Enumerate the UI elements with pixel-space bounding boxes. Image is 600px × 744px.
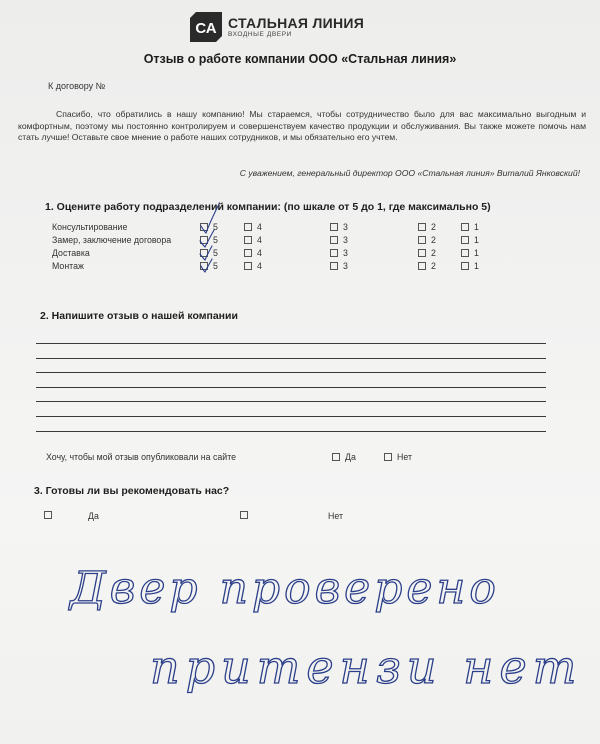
rating-option-4[interactable]: 4 — [244, 261, 262, 271]
checkbox-icon[interactable] — [330, 249, 338, 257]
rating-row-label: Замер, заключение договора — [52, 235, 172, 245]
checkbox-icon[interactable] — [244, 249, 252, 257]
rating-option-1[interactable]: 1 — [461, 248, 479, 258]
rating-row-label: Доставка — [52, 248, 90, 258]
rating-row-label: Монтаж — [52, 261, 84, 271]
checkbox-icon[interactable] — [244, 223, 252, 231]
checkbox-icon[interactable] — [384, 453, 392, 461]
recommend-yes-label: Да — [88, 511, 99, 521]
checkbox-icon[interactable] — [418, 249, 426, 257]
rating-row-consulting — [0, 222, 600, 235]
checkbox-icon[interactable] — [418, 262, 426, 270]
rating-option-2[interactable]: 2 — [418, 261, 436, 271]
question-1-heading: 1. Оцените работу подразделений компании: (по шкале от 5 до 1, где максимально 5) — [45, 201, 491, 213]
rating-option-5[interactable]: 5 — [200, 248, 218, 258]
rating-option-3[interactable]: 3 — [330, 261, 348, 271]
writing-line[interactable] — [36, 401, 546, 402]
publish-consent-row — [46, 452, 586, 466]
rating-option-4[interactable]: 4 — [244, 222, 262, 232]
rating-option-4[interactable]: 4 — [244, 248, 262, 258]
checkbox-icon[interactable] — [332, 453, 340, 461]
rating-option-3[interactable]: 3 — [330, 248, 348, 258]
rating-option-3[interactable]: 3 — [330, 235, 348, 245]
writing-line[interactable] — [36, 358, 546, 359]
writing-line[interactable] — [36, 343, 546, 344]
rating-option-1[interactable]: 1 — [461, 261, 479, 271]
checkbox-icon[interactable] — [418, 236, 426, 244]
recommend-yes-checkbox[interactable] — [44, 511, 57, 519]
checkbox-icon[interactable] — [44, 511, 52, 519]
checkbox-icon[interactable] — [330, 223, 338, 231]
publish-consent-label: Хочу, чтобы мой отзыв опубликовали на сайте — [46, 452, 237, 462]
checkbox-icon[interactable] — [244, 236, 252, 244]
checkbox-icon[interactable] — [330, 262, 338, 270]
recommend-no-checkbox[interactable] — [240, 511, 253, 519]
publish-yes-option[interactable]: Да — [332, 452, 356, 462]
rating-option-5[interactable]: 5 — [200, 222, 218, 232]
rating-option-4[interactable]: 4 — [244, 235, 262, 245]
question-2-heading: 2. Напишите отзыв о нашей компании — [40, 310, 238, 322]
recommend-no-label: Нет — [328, 511, 343, 521]
publish-no-option[interactable]: Нет — [384, 452, 412, 462]
checkbox-icon[interactable] — [461, 262, 469, 270]
rating-option-2[interactable]: 2 — [418, 222, 436, 232]
checkbox-icon[interactable] — [200, 249, 208, 257]
rating-table — [0, 222, 600, 274]
checkbox-icon[interactable] — [461, 236, 469, 244]
rating-row-label: Консультирование — [52, 222, 128, 232]
recommend-row — [0, 511, 600, 525]
rating-row-installation — [0, 261, 600, 274]
rating-option-1[interactable]: 1 — [461, 235, 479, 245]
checkbox-icon[interactable] — [461, 249, 469, 257]
rating-row-delivery — [0, 248, 600, 261]
checkbox-icon[interactable] — [200, 223, 208, 231]
brand-name: СТАЛЬНАЯ ЛИНИЯ — [228, 14, 365, 31]
question-3-heading: 3. Готовы ли вы рекомендовать нас? — [34, 485, 230, 497]
checkbox-icon[interactable] — [330, 236, 338, 244]
review-writing-lines[interactable] — [36, 343, 546, 445]
rating-option-3[interactable]: 3 — [330, 222, 348, 232]
writing-line[interactable] — [36, 431, 546, 432]
company-logo — [190, 12, 364, 42]
contract-number-label: К договору № — [48, 81, 106, 91]
page-title: Отзыв о работе компании ООО «Стальная линия» — [143, 52, 457, 66]
rating-option-5[interactable]: 5 — [200, 261, 218, 271]
checkbox-icon[interactable] — [200, 236, 208, 244]
rating-option-5[interactable]: 5 — [200, 235, 218, 245]
checkbox-icon[interactable] — [461, 223, 469, 231]
writing-line[interactable] — [36, 372, 546, 373]
writing-line[interactable] — [36, 416, 546, 417]
handwritten-line-2: притензи нет — [150, 640, 583, 694]
checkbox-icon[interactable] — [240, 511, 248, 519]
brand-subtitle: ВХОДНЫЕ ДВЕРИ — [228, 30, 292, 38]
checkbox-icon[interactable] — [200, 262, 208, 270]
svg-text:СА: СА — [195, 20, 217, 37]
rating-option-1[interactable]: 1 — [461, 222, 479, 232]
writing-line[interactable] — [36, 387, 546, 388]
director-signature: С уважением, генеральный директор ООО «Стальная линия» Виталий Янковский! — [239, 168, 580, 178]
rating-option-2[interactable]: 2 — [418, 248, 436, 258]
handwritten-line-1: Двер проверено — [70, 563, 500, 614]
checkbox-icon[interactable] — [244, 262, 252, 270]
logo-mark-icon — [190, 12, 222, 42]
intro-paragraph: Спасибо, что обратились в нашу компанию! Мы стараемся, чтобы сотрудничество было для вас максимально выгодным и комфортным, поэтому мы постоянно контролируем и совершенствуем качество продукции и обслуживания. Вы также можете помочь нам стать лучше! Оставьте свое мнение о работе наших сотрудников, и мы обязательно его учтем. — [18, 109, 586, 142]
rating-option-2[interactable]: 2 — [418, 235, 436, 245]
checkbox-icon[interactable] — [418, 223, 426, 231]
rating-row-measurement — [0, 235, 600, 248]
handwritten-note — [0, 555, 600, 715]
